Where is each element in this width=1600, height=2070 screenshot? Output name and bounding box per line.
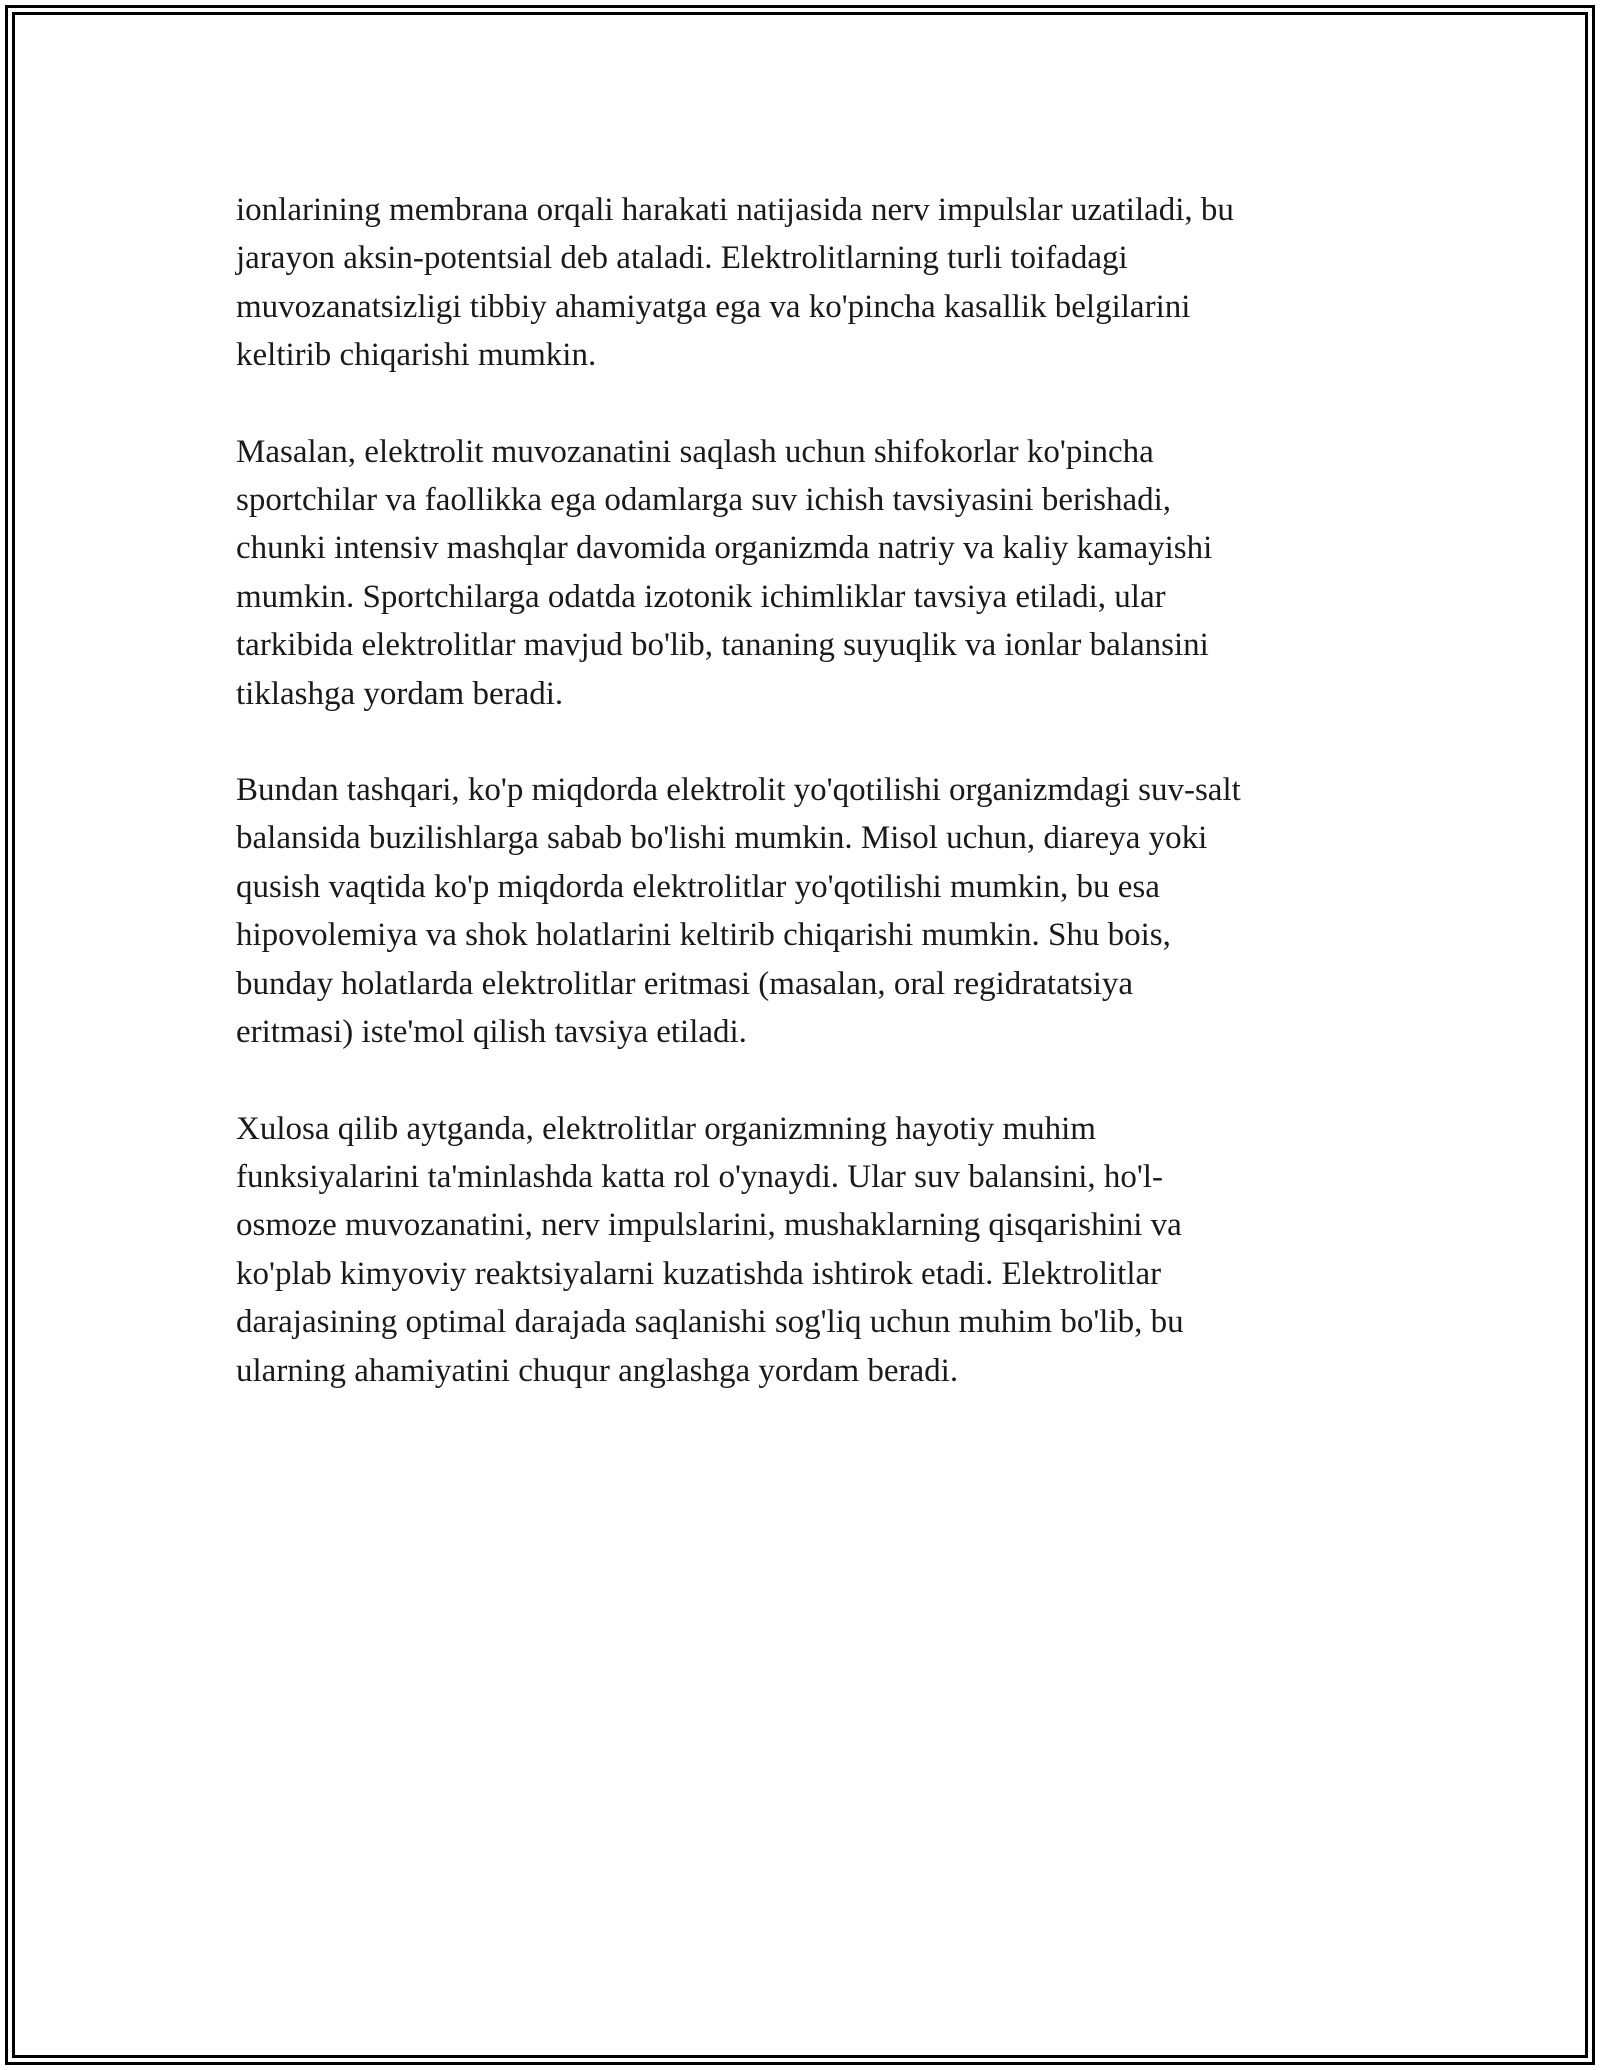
document-body (236, 186, 1366, 1443)
paragraph-ion-transport: ionlarining membrana orqali harakati natijasida nerv impulslar uzatiladi, bu jarayon aksin-potentsial deb ataladi. Elektrolitlarning turli toifadagi muvozanatsizligi tibbiy ahamiyatga ega va ko'pincha kasallik belgilarini keltirib chiqarishi mumkin. (236, 192, 1234, 374)
paragraph-electrolyte-loss: Bundan tashqari, ko'p miqdorda elektrolit yo'qotilishi organizmdagi suv-salt balansida buzilishlarga sabab bo'lishi mumkin. Misol uchun, diareya yoki qusish vaqtida ko'p miqdorda elektrolitlar yo'qotilishi mumkin, bu esa hipovolemiya va shok holatlarini keltirib chiqarishi mumkin. Shu bois, bunday holatlarda elektrolitlar eritmasi (masalan, oral regidratatsiya eritmasi) iste'mol qilish tavsiya etiladi. (236, 772, 1241, 1051)
paragraph-conclusion: Xulosa qilib aytganda, elektrolitlar organizmning hayotiy muhim funksiyalarini ta'minlashda katta rol o'ynaydi. Ular suv balansini, ho'l- osmoze muvozanatini, nerv impulslarini, mushaklarning qisqarishini va ko'plab kimyoviy reaktsiyalarni kuzatishda ishtirok etadi. Elektrolitlar darajasining optimal darajada saqlanishi sog'liq uchun muhim bo'lib, bu ularning ahamiyatini chuqur anglashga yordam beradi. (236, 1110, 1184, 1389)
paragraph-athlete-hydration: Masalan, elektrolit muvozanatini saqlash uchun shifokorlar ko'pincha sportchilar va faollikka ega odamlarga suv ichish tavsiyasini berishadi, chunki intensiv mashqlar davomida organizmda natriy va kaliy kamayishi mumkin. Sportchilarga odatda izotonik ichimliklar tavsiya etiladi, ular tarkibida elektrolitlar mavjud bo'lib, tananing suyuqlik va ionlar balansini tiklashga yordam beradi. (236, 433, 1213, 712)
